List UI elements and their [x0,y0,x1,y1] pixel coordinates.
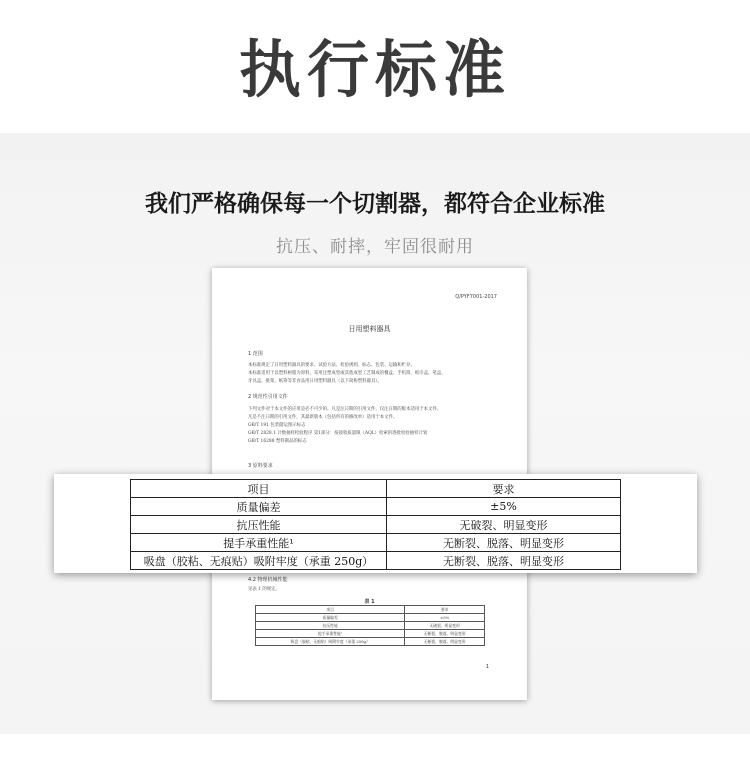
section-heading: 1 范围 [248,351,263,357]
section-text: 本标准规定了日用塑料器具的要求、试验方法、检验规则、标志、包装、运输和贮存。 本标准适用于以塑料树脂为原料，采用注塑成型或其他成型工艺制成的餐盒、手机筒、纸巾盒、笔盒、 牙具盒、挑架、纸筹等非食品用日用塑料器具（以下简称塑料器具）。 [248,363,446,384]
table-row [131,516,621,534]
document-title: 日用塑料器具 [348,325,391,333]
tagline: 抗压、耐摔，牢固很耐用 [276,237,474,257]
column-header-requirement: 要求 [387,480,621,498]
table-row [131,552,621,570]
subtitle: 我们严格确保每一个切割器，都符合企业标准 [145,191,605,217]
table-cell: 无断裂、脱落、明显变形 [405,630,485,638]
table-header-row [131,480,621,498]
table-cell: ±5% [405,614,485,622]
table-row [256,638,485,646]
table-cell: 吸盘（胶粘、无痕贴）吸附牢度（承重 250g） [131,552,387,570]
enlarged-table-panel [54,474,697,573]
table-cell: 质量偏差 [131,498,387,516]
table-cell: 吸盘（胶粘、无痕贴）吸附牢度（承重 250g） [256,638,405,646]
document-code: Q/PYF7001-2017 [455,294,497,300]
section-heading: 2 规范性引用文件 [248,394,288,400]
table-row [131,534,621,552]
table-row [256,614,485,622]
column-header-item: 项目 [131,480,387,498]
table-caption: 表 1 [364,599,375,605]
table-cell: 无断裂、脱落、明显变形 [387,534,621,552]
table-row [256,630,485,638]
title-band [0,0,750,133]
section-heading: 4.2 物理机械性能 [248,577,288,583]
table-row [131,498,621,516]
section-heading: 3 原料要求 [248,463,273,469]
bottom-band [0,734,750,784]
table-cell: ±5% [387,498,621,516]
table-cell: 无破裂、明显变形 [405,622,485,630]
table-cell: 抗压性能 [131,516,387,534]
page-title: 执行标准 [238,33,511,106]
table-cell: 提手承重性能¹ [131,534,387,552]
section-text: 下列文件对于本文件的应用是必不可少的。凡是注日期的引用文件，仅注日期的版本适用于本文件。 凡是不注日期的引用文件，其最新版本（包括所有的修改单）适用于本文件。 GB/T 191 包装储运图示标志 GB/T 2828.1 计数抽样检验程序 第1部分：按接收质量限（AQL）检索的逐批检验抽样计划 GB/T 16288 塑料制品的标志 [248,407,442,444]
table-cell: 无断裂、脱落、明显变形 [405,638,485,646]
table-cell: 质量偏差 [256,614,405,622]
table-cell: 抗压性能 [256,622,405,630]
section-text: 见表 1 的规定。 [248,587,280,592]
table-cell: 要求 [405,606,485,614]
table-cell: 项目 [256,606,405,614]
table-row [256,622,485,630]
page-number: 1 [485,664,489,670]
table-cell: 提手承重性能¹ [256,630,405,638]
requirements-table [130,479,621,570]
mini-requirements-table [255,605,485,646]
table-cell: 无断裂、脱落、明显变形 [387,552,621,570]
table-row [256,606,485,614]
table-cell: 无破裂、明显变形 [387,516,621,534]
